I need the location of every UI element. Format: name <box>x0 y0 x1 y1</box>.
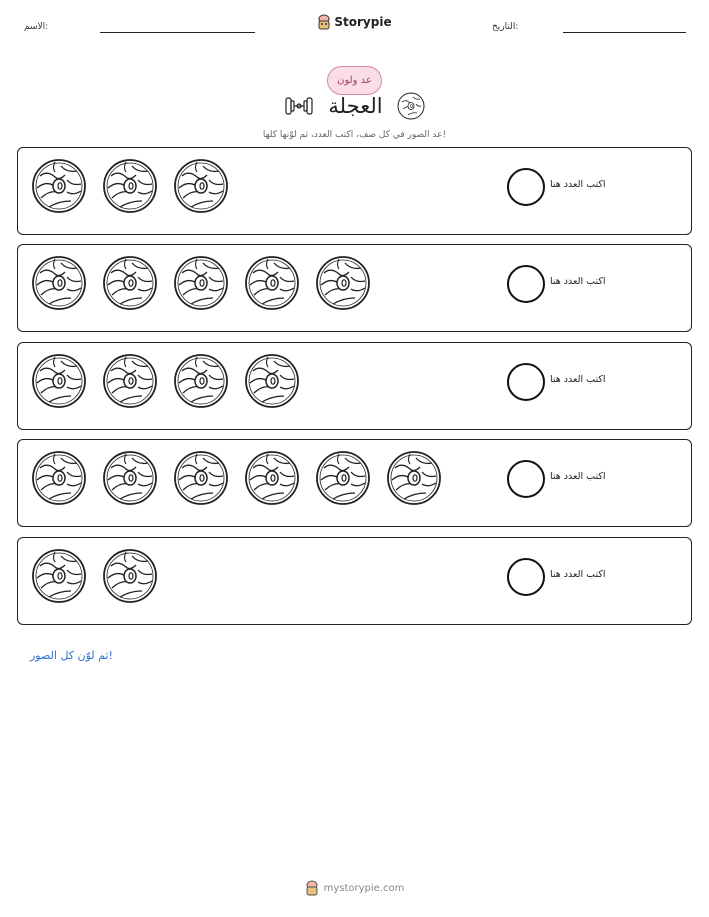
wheel-icon <box>173 450 229 510</box>
answer-circle[interactable] <box>507 363 545 401</box>
wheel-group <box>31 158 229 218</box>
answer-label: اكتب العدد هنا <box>550 276 606 287</box>
wheel-icon <box>31 255 87 315</box>
wheel-icon <box>244 255 300 315</box>
wheel-icon <box>315 255 371 315</box>
counting-row <box>17 439 692 527</box>
answer-circle[interactable] <box>507 168 545 206</box>
answer-circle[interactable] <box>507 558 545 596</box>
wheel-icon <box>102 548 158 608</box>
wheel-icon <box>244 353 300 413</box>
wheel-icon <box>244 450 300 510</box>
wheel-icon <box>315 450 371 510</box>
wheel-icon <box>31 548 87 608</box>
counting-row <box>17 147 692 235</box>
wheel-icon <box>31 353 87 413</box>
answer-circle[interactable] <box>507 265 545 303</box>
wheel-icon <box>397 92 425 120</box>
wheel-icon <box>173 353 229 413</box>
instructions: عد الصور في كل صف، اكتب العدد، ثم لوّنها كلها! <box>262 130 447 140</box>
counting-row <box>17 537 692 625</box>
wheel-icon <box>31 158 87 218</box>
wheel-icon <box>102 255 158 315</box>
name-label: الاسم: <box>24 22 49 32</box>
wheel-icon <box>173 255 229 315</box>
pie-mascot-icon <box>305 880 319 896</box>
brand <box>0 14 709 33</box>
footer <box>0 880 709 899</box>
counting-row <box>17 244 692 332</box>
footer-site[interactable]: mystorypie.com <box>323 882 405 894</box>
activity-badge: عد ولون <box>327 66 382 95</box>
wheel-group <box>31 450 442 510</box>
wheel-group <box>31 548 158 608</box>
color-instruction: ثم لوّن كل الصور! <box>30 649 113 662</box>
wheel-group <box>31 353 300 413</box>
wheel-icon <box>102 450 158 510</box>
counting-row <box>17 342 692 430</box>
answer-label: اكتب العدد هنا <box>550 569 606 580</box>
answer-label: اكتب العدد هنا <box>550 179 606 190</box>
pie-mascot-icon <box>317 14 331 30</box>
page-title <box>0 92 709 122</box>
wheel-group <box>31 255 371 315</box>
wheel-icon <box>31 450 87 510</box>
answer-label: اكتب العدد هنا <box>550 374 606 385</box>
wheel-icon <box>173 158 229 218</box>
answer-circle[interactable] <box>507 460 545 498</box>
wheel-icon <box>386 450 442 510</box>
brand-name: Storypie <box>334 15 392 29</box>
answer-label: اكتب العدد هنا <box>550 471 606 482</box>
wheel-icon <box>102 353 158 413</box>
date-label: التاريخ: <box>492 22 519 32</box>
wheel-icon <box>102 158 158 218</box>
date-line[interactable] <box>563 32 686 33</box>
dumbbell-icon <box>284 95 314 117</box>
title-text: العجلة <box>328 94 383 118</box>
